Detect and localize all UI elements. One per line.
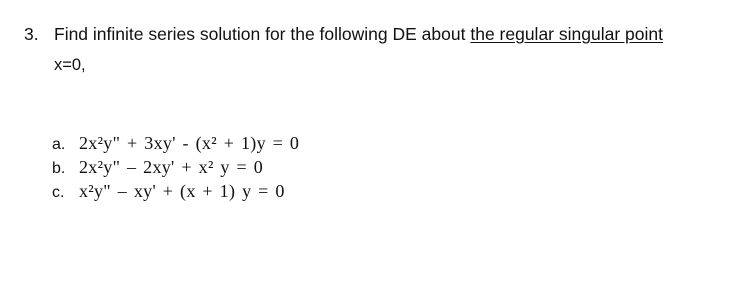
equation-label: b. [52, 160, 66, 177]
question-text: Find infinite series solution for the following DE about [54, 24, 471, 44]
equation-text: 2x²y" – 2xy' + x² y = 0 [79, 157, 264, 177]
equation-text: x²y" – xy' + (x + 1) y = 0 [79, 181, 285, 201]
question-number: 3. [24, 24, 39, 44]
equation-list [52, 134, 299, 206]
equation-label: c. [52, 184, 65, 201]
question-line-2: x=0, [54, 55, 86, 74]
equation-item-b [52, 158, 299, 182]
question-underlined-text: the regular singular point [470, 24, 663, 44]
equation-item-a [52, 134, 299, 158]
equation-item-c [52, 182, 299, 206]
question-line-1 [24, 26, 744, 44]
equation-text: 2x²y" + 3xy' - (x² + 1)y = 0 [79, 133, 300, 153]
question-block [24, 26, 744, 73]
equation-label: a. [52, 136, 66, 153]
